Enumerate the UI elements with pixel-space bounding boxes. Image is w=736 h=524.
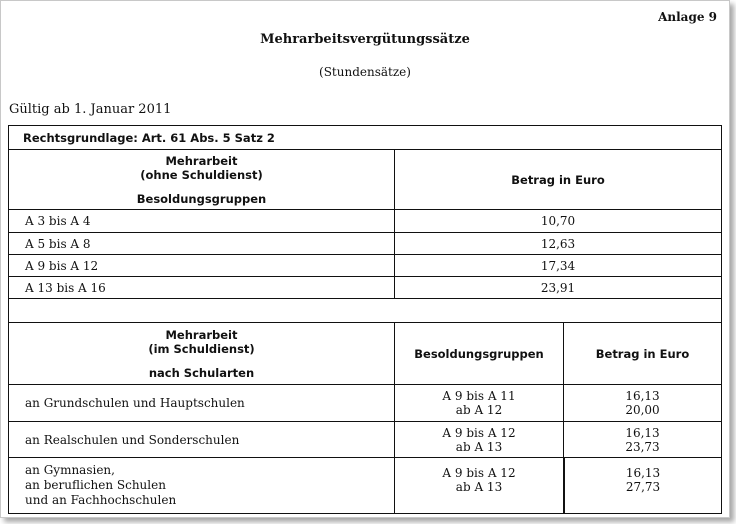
table2-row2-groups xyxy=(395,422,563,457)
table2-row1-amounts xyxy=(564,385,721,421)
table1-row1-amount: 10,70 xyxy=(540,214,576,228)
table2-row1-school-line1: an Grundschulen und Hauptschulen xyxy=(25,396,245,410)
table2-row3-group-2: ab A 13 xyxy=(455,480,503,494)
table2-row1-amount-2: 20,00 xyxy=(625,403,660,417)
table1-row2-amount: 12,63 xyxy=(540,236,576,251)
table1-header-left xyxy=(9,150,394,209)
table2-row3-amount-1: 16,13 xyxy=(625,466,661,480)
table1-row4-amount: 23,91 xyxy=(540,280,576,295)
legal-basis-row: Rechtsgrundlage: Art. 61 Abs. 5 Satz 2 xyxy=(23,130,275,145)
table1-header-right: Betrag in Euro xyxy=(511,172,605,187)
table2-header-mid: Besoldungsgruppen xyxy=(414,346,544,361)
table1-row1-group: A 3 bis A 4 xyxy=(25,214,91,228)
valid-from-text: Gültig ab 1. Januar 2011 xyxy=(9,102,172,117)
table1-row3-group: A 9 bis A 12 xyxy=(25,258,99,273)
table2-row2-group-1: A 9 bis A 12 xyxy=(442,425,516,440)
table2-row2-school xyxy=(9,422,394,457)
table2-row3-group-1: A 9 bis A 12 xyxy=(442,466,516,480)
table2-row1-group-1: A 9 bis A 11 xyxy=(442,389,516,403)
table1-header-line1: Mehrarbeit xyxy=(165,153,238,168)
table2-row2-school-line1: an Realschulen und Sonderschulen xyxy=(25,432,240,447)
table2-row1-amount-1: 16,13 xyxy=(625,389,660,403)
table1-row3-amount: 17,34 xyxy=(540,258,576,273)
table2-row3-groups xyxy=(395,462,563,498)
table2-row2-amount-2: 23,73 xyxy=(625,439,660,454)
annex-label: Anlage 9 xyxy=(658,10,717,24)
table1-header-line2: (ohne Schuldienst) xyxy=(140,167,263,182)
table1-row4-group: A 13 bis A 16 xyxy=(25,280,106,295)
table1-header-line3: Besoldungsgruppen xyxy=(136,191,267,206)
table2-row3-school-line2: an beruflichen Schulen xyxy=(25,478,166,492)
document-subtitle: (Stundensätze) xyxy=(319,65,411,79)
table2-row1-school xyxy=(9,385,394,421)
table2-row1-group-2: ab A 12 xyxy=(455,403,503,417)
table2-row3-amount-2: 27,73 xyxy=(625,480,661,494)
table2-row1-groups xyxy=(395,385,563,421)
table2-header-left xyxy=(9,323,394,384)
table2-row3-school-line1: an Gymnasien, xyxy=(25,463,115,477)
table1-row2-group: A 5 bis A 8 xyxy=(25,236,91,251)
document-title: Mehrarbeitsvergütungssätze xyxy=(260,32,470,47)
table2-header-line2: (im Schuldienst) xyxy=(148,341,255,356)
table2-header-line1: Mehrarbeit xyxy=(165,327,238,342)
table2-header-line3: nach Schularten xyxy=(148,365,255,380)
table2-row2-amount-1: 16,13 xyxy=(625,425,660,440)
table2-row2-group-2: ab A 13 xyxy=(455,439,503,454)
table2-row3-amounts xyxy=(565,462,721,498)
table2-row3-school xyxy=(9,458,394,513)
table2-row3-school-line3: und an Fachhochschulen xyxy=(25,493,177,507)
table2-row2-amounts xyxy=(564,422,721,457)
table2-header-right: Betrag in Euro xyxy=(595,346,690,361)
